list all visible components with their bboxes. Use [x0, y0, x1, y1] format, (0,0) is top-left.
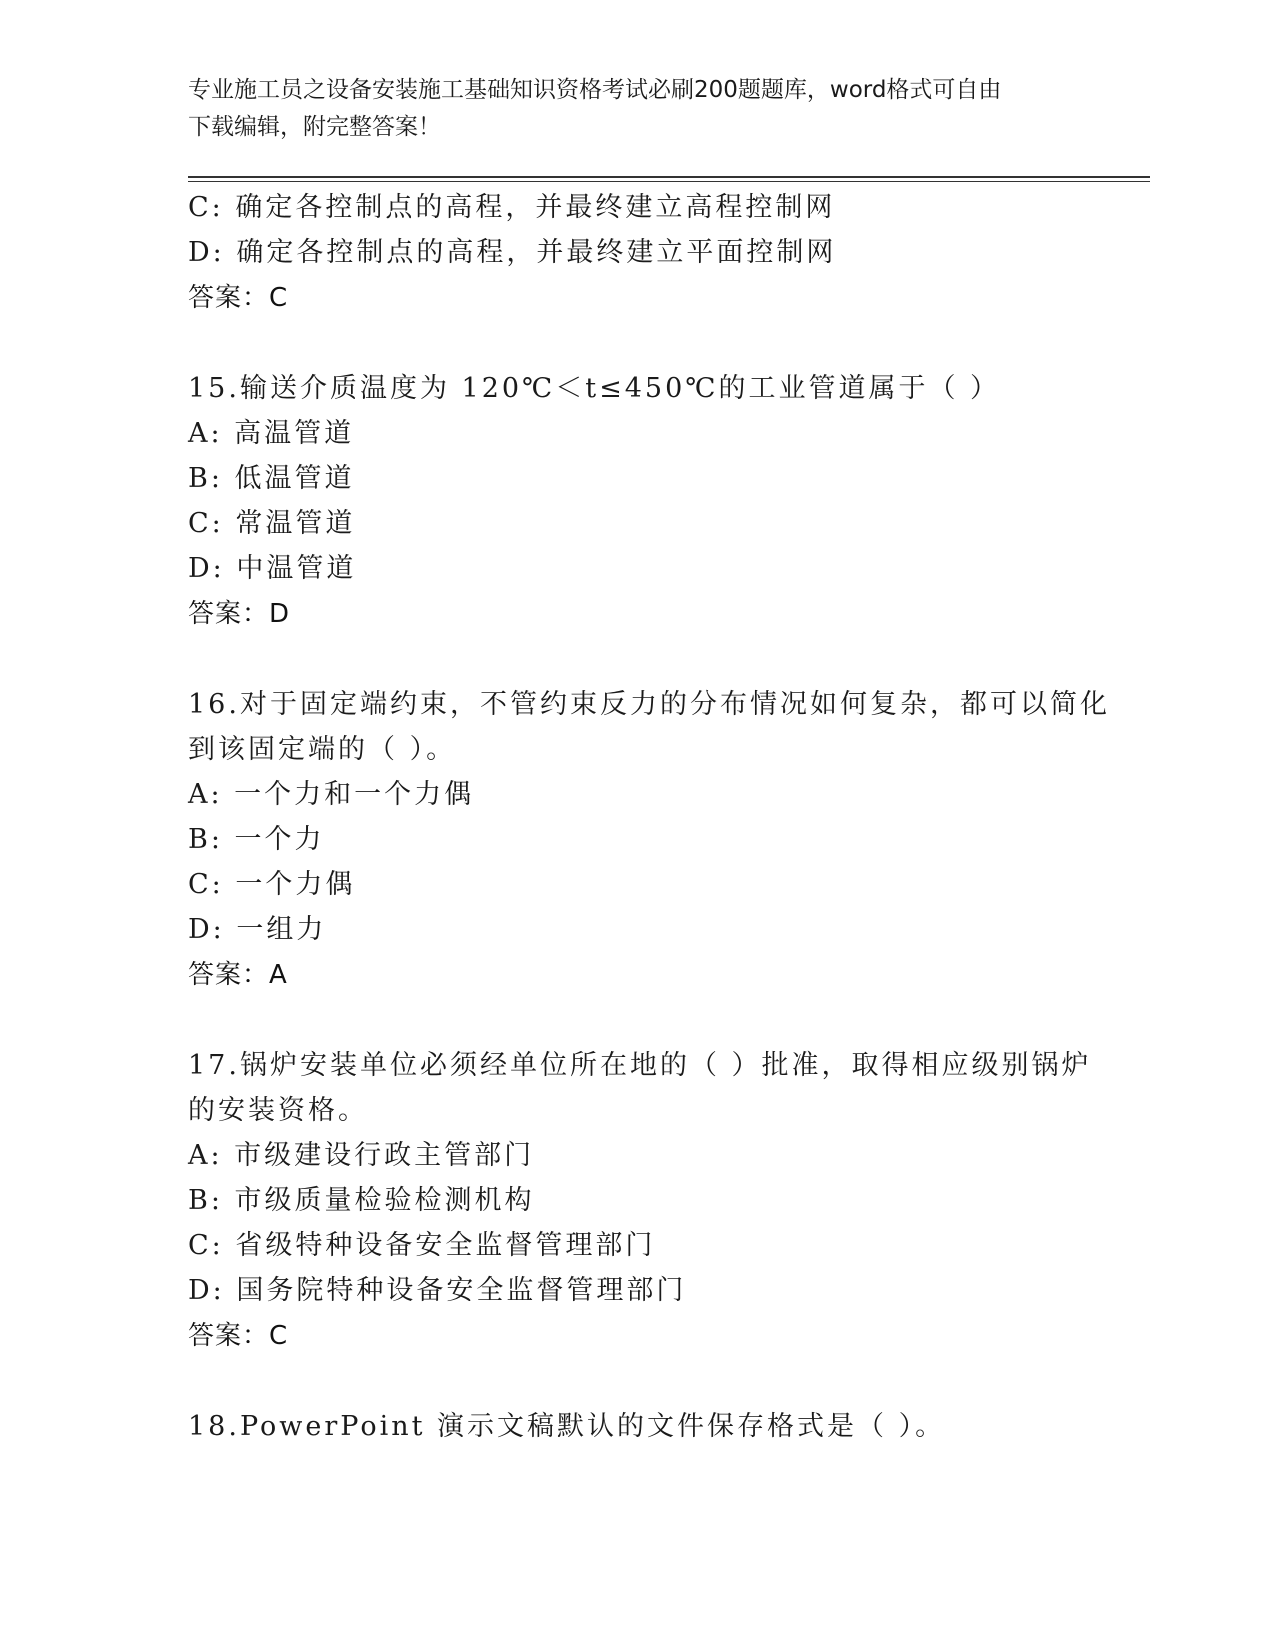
q15-option-b: B: 低温管道	[188, 463, 355, 494]
q14-option-d: D: 确定各控制点的高程，并最终建立平面控制网	[188, 237, 837, 268]
q16-option-c: C: 一个力偶	[188, 869, 356, 900]
q16-option-b: B: 一个力	[188, 824, 325, 855]
q16-answer: 答案：A	[188, 960, 288, 990]
header-line-2: 下载编辑，附完整答案！	[188, 114, 441, 140]
q16-option-a: A: 一个力和一个力偶	[188, 779, 475, 810]
q16-stem-line-1: 16.对于固定端约束，不管约束反力的分布情况如何复杂，都可以简化	[188, 689, 1110, 720]
q17-option-b: B: 市级质量检验检测机构	[188, 1185, 535, 1216]
q17-stem-line-1: 17.锅炉安装单位必须经单位所在地的（ ）批准，取得相应级别锅炉	[188, 1050, 1092, 1081]
q17-option-d: D: 国务院特种设备安全监督管理部门	[188, 1275, 687, 1306]
q15-answer: 答案：D	[188, 599, 291, 629]
q15-stem: 15.输送介质温度为 120℃＜t≤450℃的工业管道属于（ ）	[188, 373, 1001, 404]
q15-option-d: D: 中温管道	[188, 553, 357, 584]
q17-answer: 答案：C	[188, 1321, 289, 1351]
q17-option-c: C: 省级特种设备安全监督管理部门	[188, 1230, 656, 1261]
q17-option-a: A: 市级建设行政主管部门	[188, 1140, 535, 1171]
q15-option-c: C: 常温管道	[188, 508, 356, 539]
q15-option-a: A: 高温管道	[188, 418, 355, 449]
q14-answer: 答案：C	[188, 283, 289, 313]
header-line-1: 专业施工员之设备安装施工基础知识资格考试必刷200题题库，word格式可自由	[188, 77, 1002, 103]
header-rule-thin	[188, 181, 1150, 182]
q18-stem: 18.PowerPoint 演示文稿默认的文件保存格式是（ ）。	[188, 1411, 946, 1442]
header-rule-thick	[188, 176, 1150, 178]
q16-stem-line-2: 到该固定端的（ ）。	[188, 734, 457, 765]
document-header	[188, 72, 1068, 146]
q16-option-d: D: 一组力	[188, 914, 327, 945]
q14-option-c: C: 确定各控制点的高程，并最终建立高程控制网	[188, 192, 836, 223]
q17-stem-line-2: 的安装资格。	[188, 1095, 368, 1126]
